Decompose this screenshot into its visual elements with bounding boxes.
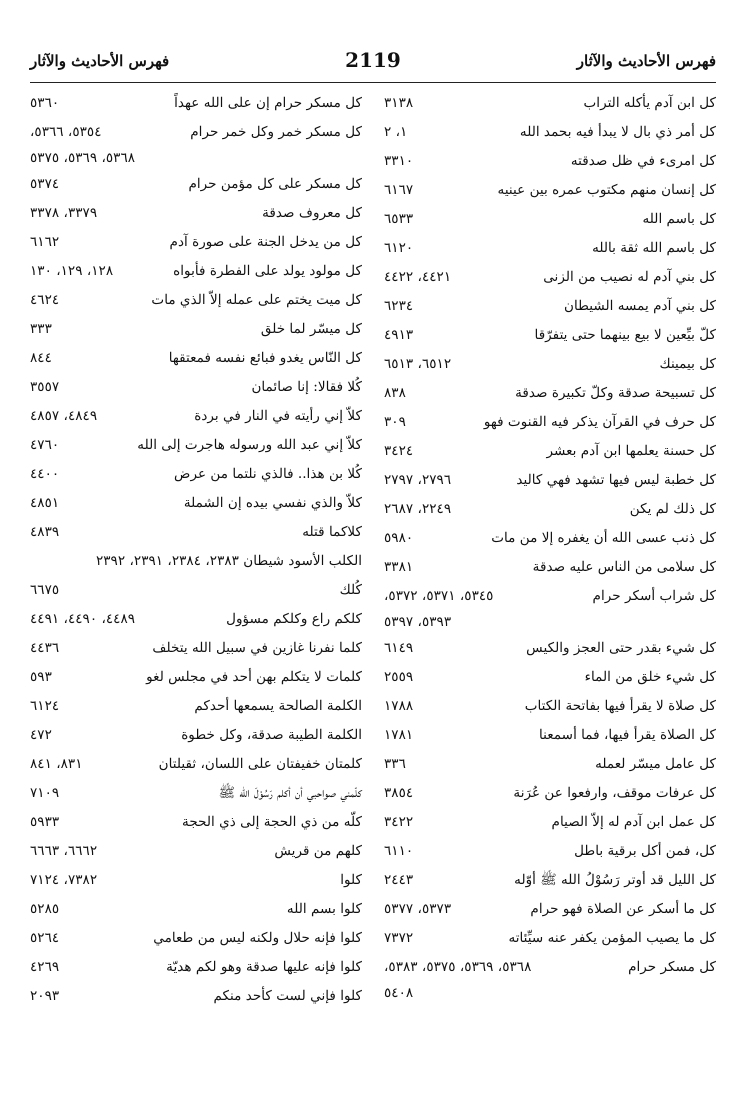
entry-text: الكلب الأسود شيطان ٢٣٨٣، ٢٣٨٤، ٢٣٩١، ٢٣٩٢	[95, 553, 362, 569]
entry-text: كل ما يصيب المؤمن يكفر عنه سيِّئاته	[508, 930, 716, 946]
entry-numbers: ٥٣٥٤، ٥٣٦٦،	[30, 119, 106, 145]
index-entry	[384, 925, 716, 954]
entry-text: كل باسم الله ثقة بالله	[592, 240, 716, 256]
entry-text: كل ابن آدم يأكله التراب	[583, 95, 716, 111]
entry-text: كلّمني صواحبي أن أكلم رَسُوْلَ الله ﷺ	[218, 785, 362, 801]
entry-text: كل مولود يولد على الفطرة فأبواه	[173, 263, 362, 279]
entry-text: كل عامل ميسّر لعمله	[595, 756, 716, 772]
index-entry	[30, 780, 362, 809]
index-entry	[30, 954, 362, 983]
index-entry	[384, 635, 716, 664]
index-entry	[30, 432, 362, 461]
index-entry	[384, 583, 716, 635]
header-divider	[30, 82, 716, 83]
entry-numbers: ٦٦٧٥	[30, 577, 63, 603]
entry-text: كل سلامى من الناس عليه صدقة	[532, 559, 716, 575]
entry-numbers: ٢٧٩٦، ٢٧٩٧	[384, 467, 455, 493]
entry-numbers: ٢٥٥٩	[384, 664, 417, 690]
entry-numbers-continued: ٥٣٦٨، ٥٣٦٩، ٥٣٧٥	[30, 150, 136, 166]
index-entry	[30, 751, 362, 780]
index-entry	[30, 635, 362, 664]
page-header	[30, 46, 716, 76]
index-entry	[384, 664, 716, 693]
entry-numbers: ٤٤٨٩، ٤٤٩٠، ٤٤٩١	[30, 606, 139, 632]
entry-numbers: ٨٣١، ٨٤١	[30, 751, 87, 777]
entry-text: كل بني آدم له نصيب من الزنى	[543, 269, 716, 285]
entry-numbers: ٧٣٧٢	[384, 925, 417, 951]
entry-numbers: ٥٣٤٥، ٥٣٧١، ٥٣٧٢،	[384, 583, 497, 609]
entry-text: كل عرفات موقف، وارفعوا عن عُرَنة	[513, 785, 716, 801]
entry-text: كلوا فإني لست كأحد منكم	[213, 988, 362, 1004]
entry-numbers: ٦١٦٢	[30, 229, 63, 255]
index-entry	[30, 577, 362, 606]
index-entry	[384, 496, 716, 525]
entry-numbers: ٤٧٢	[30, 722, 56, 748]
index-entry	[30, 722, 362, 751]
entry-text: كل، فمن أكل برقية باطل	[574, 843, 716, 859]
entry-numbers: ٢٤٤٣	[384, 867, 417, 893]
entry-numbers: ٣٣١٠	[384, 148, 417, 174]
entry-numbers: ٥٢٦٤	[30, 925, 63, 951]
header-title-right: فهرس الأحاديث والآثار	[576, 52, 716, 70]
entry-text: كلمتان خفيفتان على اللسان، ثقيلتان	[158, 756, 362, 772]
entry-numbers: ٤٨٤٩، ٤٨٥٧	[30, 403, 101, 429]
index-entry	[30, 258, 362, 287]
entry-text: كلكم راع وكلكم مسؤول	[226, 611, 362, 627]
entry-text: كل حسنة يعلمها ابن آدم بعشر	[546, 443, 716, 459]
index-entry	[384, 119, 716, 148]
index-entry	[384, 264, 716, 293]
entry-text: كل معروف صدقة	[262, 205, 362, 221]
entry-numbers: ٦١٢٤	[30, 693, 63, 719]
entry-text: كلهم من قريش	[274, 843, 362, 859]
entry-text: كلاّ إني عبد الله ورسوله هاجرت إلى الله	[137, 437, 362, 453]
entry-text: كل ذنب عسى الله أن يغفره إلا من مات	[491, 530, 716, 546]
entry-text: كُلك	[339, 582, 362, 598]
entry-numbers: ٤٨٥١	[30, 490, 63, 516]
entry-numbers: ٣٠٩	[384, 409, 410, 435]
entry-text: كلّه من ذي الحجة إلى ذي الحجة	[182, 814, 362, 830]
index-entry	[30, 809, 362, 838]
entry-numbers: ٥٢٨٥	[30, 896, 63, 922]
index-entry	[384, 467, 716, 496]
left-column	[30, 90, 362, 1099]
entry-text: كل مسكر حرام	[628, 959, 716, 975]
entry-numbers: ٥٣٦٠	[30, 90, 63, 116]
entry-numbers: ٦٥١٢، ٦٥١٣	[384, 351, 455, 377]
entry-text: كل شيء خلق من الماء	[584, 669, 716, 685]
index-entry	[384, 351, 716, 380]
entry-numbers: ٤٧٦٠	[30, 432, 63, 458]
entry-numbers: ٣٣٣	[30, 316, 56, 342]
index-entry	[30, 606, 362, 635]
entry-text: كُلا بن هذا.. فالذي نلتما من عرض	[174, 466, 362, 482]
index-entry	[30, 403, 362, 432]
entry-text: كل بيمينك	[659, 356, 716, 372]
entry-numbers: ٢٢٤٩، ٢٦٨٧	[384, 496, 455, 522]
entry-numbers: ٤٦٢٤	[30, 287, 63, 313]
index-columns	[30, 90, 716, 1099]
index-entry	[384, 896, 716, 925]
entry-numbers: ٦١٤٩	[384, 635, 417, 661]
index-entry	[30, 374, 362, 403]
entry-text: كلّ بيِّعين لا بيع بينهما حتى يتفرّقا	[534, 327, 716, 343]
entry-text: كلما نفرنا غازين في سبيل الله يتخلف	[152, 640, 362, 656]
entry-numbers: ٦٢٣٤	[384, 293, 417, 319]
entry-numbers: ٥٩٣	[30, 664, 56, 690]
index-entry	[30, 490, 362, 519]
entry-text: كلاّ والذي نفسي بيده إن الشملة	[183, 495, 362, 511]
index-entry	[30, 461, 362, 490]
entry-text: كل ميت يختم على عمله إلاّ الذي مات	[151, 292, 362, 308]
index-entry	[30, 287, 362, 316]
index-entry	[384, 954, 716, 1006]
index-entry	[30, 983, 362, 1012]
entry-numbers: ٣٣٨١	[384, 554, 417, 580]
entry-text: كل عمل ابن آدم له إلاّ الصيام	[551, 814, 716, 830]
entry-text: الكلمة الطيبة صدقة، وكل خطوة	[181, 727, 362, 743]
entry-numbers: ٣٣٦	[384, 751, 410, 777]
entry-text: كل خطبة ليس فيها تشهد فهي كاليد	[516, 472, 716, 488]
index-entry	[384, 525, 716, 554]
entry-text: كل مسكر على كل مؤمن حرام	[188, 176, 362, 192]
index-entry	[384, 722, 716, 751]
entry-numbers: ٣٨٥٤	[384, 780, 417, 806]
index-entry	[30, 664, 362, 693]
entry-text: كلاّ إني رأيته في النار في بردة	[194, 408, 362, 424]
entry-numbers: ٣٥٥٧	[30, 374, 63, 400]
entry-text: كل تسبيحة صدقة وكلّ تكبيرة صدقة	[515, 385, 716, 401]
entry-numbers: ٦٥٣٣	[384, 206, 417, 232]
index-entry	[384, 438, 716, 467]
entry-text: كل ذلك لم يكن	[629, 501, 716, 517]
entry-numbers: ١٧٨٨	[384, 693, 417, 719]
index-entry	[30, 519, 362, 548]
entry-numbers: ٣٣٧٩، ٣٣٧٨	[30, 200, 101, 226]
index-entry	[384, 322, 716, 351]
entry-text: كل بني آدم يمسه الشيطان	[564, 298, 716, 314]
index-entry	[30, 896, 362, 925]
entry-numbers: ٢٠٩٣	[30, 983, 63, 1009]
right-column	[384, 90, 716, 1099]
entry-numbers: ٥٩٣٣	[30, 809, 63, 835]
entry-numbers: ١٢٨، ١٢٩، ١٣٠	[30, 258, 117, 284]
entry-text: كلمات لا يتكلم بهن أحد في مجلس لغو	[146, 669, 362, 685]
entry-numbers: ٦٦٦٢، ٦٦٦٣	[30, 838, 101, 864]
index-entry	[384, 206, 716, 235]
entry-numbers: ٥٣٧٤	[30, 171, 63, 197]
entry-text: كل النّاس يغدو فبائع نفسه فمعتقها	[168, 350, 362, 366]
entry-numbers: ٧١٠٩	[30, 780, 63, 806]
entry-numbers: ٥٣٧٣، ٥٣٧٧	[384, 896, 455, 922]
entry-numbers: ٤٢٦٩	[30, 954, 63, 980]
entry-text: الكلمة الصالحة يسمعها أحدكم	[194, 698, 362, 714]
index-entry	[30, 345, 362, 374]
index-entry	[384, 809, 716, 838]
entry-text: كل الصلاة يقرأ فيها، فما أسمعنا	[539, 727, 716, 743]
entry-numbers: ٤٤٢١، ٤٤٢٢	[384, 264, 455, 290]
entry-numbers: ١٧٨١	[384, 722, 417, 748]
entry-text: كل من يدخل الجنة على صورة آدم	[169, 234, 362, 250]
index-entry	[30, 867, 362, 896]
entry-numbers-continued: ٥٣٩٣، ٥٣٩٧	[384, 614, 452, 630]
entry-text: كل باسم الله	[642, 211, 716, 227]
index-entry	[384, 380, 716, 409]
index-entry	[30, 925, 362, 954]
entry-numbers: ٤٤٠٠	[30, 461, 63, 487]
entry-text: كل حرف في القرآن يذكر فيه القنوت فهو	[483, 414, 716, 430]
index-entry	[384, 838, 716, 867]
index-entry	[30, 171, 362, 200]
entry-text: كلوا فإنه حلال ولكنه ليس من طعامي	[153, 930, 362, 946]
entry-numbers: ٥٩٨٠	[384, 525, 417, 551]
entry-numbers: ٣٤٢٢	[384, 809, 417, 835]
entry-text: كل ميسّر لما خلق	[260, 321, 362, 337]
entry-text: كل أمر ذي بال لا يبدأ فيه بحمد الله	[519, 124, 716, 140]
index-entry	[30, 548, 362, 577]
entry-numbers: ٧٣٨٢، ٧١٢٤	[30, 867, 101, 893]
entry-text: كل مسكر خمر وكل خمر حرام	[190, 124, 362, 140]
entry-numbers: ٤٤٣٦	[30, 635, 63, 661]
entry-numbers: ٤٨٣٩	[30, 519, 63, 545]
entry-numbers: ٨٤٤	[30, 345, 56, 371]
entry-text: كل امرىء في ظل صدقته	[570, 153, 716, 169]
index-entry	[384, 235, 716, 264]
entry-numbers: ٦١١٠	[384, 838, 417, 864]
index-entry	[384, 780, 716, 809]
entry-text: كل ما أسكر عن الصلاة فهو حرام	[530, 901, 716, 917]
entry-text: كلوا فإنه عليها صدقة وهو لكم هديّة	[166, 959, 362, 975]
index-entry	[384, 148, 716, 177]
entry-text: كل صلاة لا يقرأ فيها بفاتحة الكتاب	[524, 698, 716, 714]
entry-text: كلوا بسم الله	[286, 901, 362, 917]
entry-numbers: ١، ٢	[384, 119, 411, 145]
entry-text: كلوا	[340, 872, 362, 888]
index-entry	[384, 867, 716, 896]
index-entry	[384, 293, 716, 322]
entry-numbers: ٤٩١٣	[384, 322, 417, 348]
entry-text: كل الليل قد أوتر رَسُوْلُ الله ﷺ أوّله	[514, 872, 716, 888]
index-entry	[30, 316, 362, 345]
entry-text: كل شراب أسكر حرام	[592, 588, 716, 604]
index-entry	[384, 751, 716, 780]
entry-text: كل شيء بقدر حتى العجز والكيس	[526, 640, 716, 656]
index-entry	[30, 229, 362, 258]
entry-numbers: ٦١٦٧	[384, 177, 417, 203]
entry-text: كل مسكر حرام إن على الله عهداً	[174, 95, 362, 111]
index-entry	[30, 200, 362, 229]
index-entry	[384, 693, 716, 722]
entry-numbers: ٥٣٦٨، ٥٣٦٩، ٥٣٧٥، ٥٣٨٣،	[384, 954, 535, 980]
entry-numbers: ٣٤٢٤	[384, 438, 417, 464]
entry-numbers: ٨٣٨	[384, 380, 410, 406]
index-entry	[384, 554, 716, 583]
entry-text: كُلا فقالا: إنا صائمان	[251, 379, 362, 395]
entry-text: كل إنسان منهم مكتوب عمره بين عينيه	[497, 182, 716, 198]
index-entry	[30, 119, 362, 171]
index-entry	[384, 177, 716, 206]
index-entry	[30, 90, 362, 119]
entry-numbers-continued: ٥٤٠٨	[384, 985, 414, 1001]
entry-text: كلاكما قتله	[302, 524, 362, 540]
entry-numbers: ٣١٣٨	[384, 90, 417, 116]
page-number: 2119	[345, 48, 401, 72]
index-entry	[30, 693, 362, 722]
index-entry	[30, 838, 362, 867]
index-entry	[384, 409, 716, 438]
entry-numbers: ٦١٢٠	[384, 235, 417, 261]
index-entry	[384, 90, 716, 119]
header-title-left: فهرس الأحاديث والآثار	[30, 52, 170, 70]
